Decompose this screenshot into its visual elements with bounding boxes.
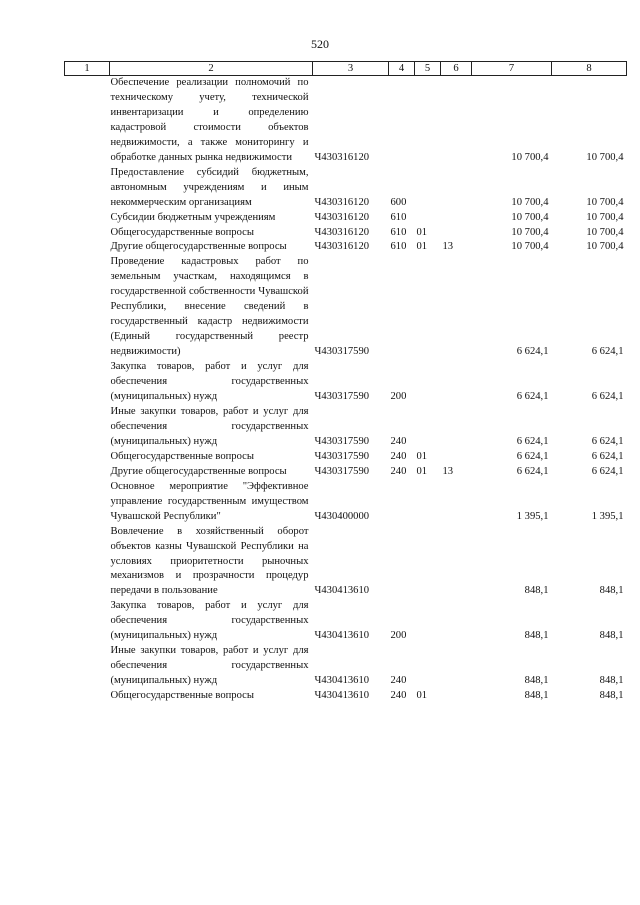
- column-header: 2: [110, 62, 313, 76]
- row-code: Ч430400000: [314, 510, 370, 522]
- row-pr: [441, 76, 472, 166]
- column-header: 3: [313, 62, 389, 76]
- row-sum-1: 848,1: [524, 675, 549, 687]
- row-blank-cell: [65, 644, 110, 689]
- row-vr: [389, 76, 415, 166]
- row-sum-1: 6 624,1: [516, 465, 549, 477]
- row-code: Ч430413610: [314, 675, 370, 687]
- row-name: Субсидии бюджетным учреждениям: [110, 211, 276, 223]
- row-code: Ч430316120: [314, 241, 370, 253]
- row-vr: 240: [390, 690, 407, 702]
- row-sum-2: 848,1: [599, 675, 624, 687]
- row-blank-cell: [65, 450, 110, 465]
- row-rz: [415, 525, 441, 600]
- table-row: [65, 480, 627, 525]
- row-code: Ч430317590: [314, 346, 370, 358]
- row-sum-1: 10 700,4: [511, 211, 549, 223]
- row-vr: 240: [390, 450, 407, 462]
- row-sum-1: 10 700,4: [511, 151, 549, 163]
- table-row: [65, 644, 627, 689]
- row-rz: [415, 405, 441, 450]
- column-header: 5: [415, 62, 441, 76]
- table-body: [65, 76, 627, 705]
- row-code: Ч430317590: [314, 391, 370, 403]
- row-pr: [441, 450, 472, 465]
- row-rz: [415, 76, 441, 166]
- row-sum-1: 6 624,1: [516, 391, 549, 403]
- row-code: Ч430316120: [314, 211, 370, 223]
- row-rz: [415, 360, 441, 405]
- table-row: [65, 525, 627, 600]
- row-vr: 610: [390, 211, 407, 223]
- row-vr: 610: [390, 226, 407, 238]
- row-sum-1: 6 624,1: [516, 435, 549, 447]
- row-pr: [441, 644, 472, 689]
- row-blank-cell: [65, 76, 110, 166]
- row-vr: 240: [390, 435, 407, 447]
- row-pr: 13: [442, 465, 454, 477]
- row-blank-cell: [65, 599, 110, 644]
- row-name: Закупка товаров, работ и услуг для обеспечения государственных (муниципальных) нужд: [110, 361, 309, 403]
- row-rz: 01: [416, 226, 428, 238]
- row-rz: [415, 644, 441, 689]
- row-sum-1: 848,1: [524, 690, 549, 702]
- row-pr: 13: [442, 241, 454, 253]
- table-row: [65, 211, 627, 226]
- row-rz: 01: [416, 465, 428, 477]
- row-sum-2: 10 700,4: [586, 196, 624, 208]
- row-sum-1: 10 700,4: [511, 226, 549, 238]
- row-blank-cell: [65, 360, 110, 405]
- row-pr: [441, 599, 472, 644]
- table-row: [65, 450, 627, 465]
- row-rz: 01: [416, 241, 428, 253]
- row-sum-1: 6 624,1: [516, 346, 549, 358]
- budget-table: [64, 61, 627, 704]
- row-code: Ч430413610: [314, 630, 370, 642]
- row-sum-1: 848,1: [524, 630, 549, 642]
- row-sum-2: 10 700,4: [586, 241, 624, 253]
- row-name: Предоставление субсидий бюджетным, автономным учреждениям и иным некоммерческим организациям: [110, 166, 309, 208]
- row-rz: 01: [416, 690, 428, 702]
- row-vr: 610: [390, 241, 407, 253]
- row-sum-2: 10 700,4: [586, 151, 624, 163]
- row-vr: 200: [390, 391, 407, 403]
- row-pr: [441, 360, 472, 405]
- row-name: Другие общегосударственные вопросы: [110, 465, 287, 477]
- row-vr: [389, 480, 415, 525]
- row-code: Ч430317590: [314, 450, 370, 462]
- row-sum-1: 1 395,1: [516, 510, 549, 522]
- row-vr: 240: [390, 465, 407, 477]
- row-pr: [441, 211, 472, 226]
- row-name: Иные закупки товаров, работ и услуг для обеспечения государственных (муниципальных) нужд: [110, 405, 309, 447]
- row-name: Закупка товаров, работ и услуг для обеспечения государственных (муниципальных) нужд: [110, 600, 309, 642]
- row-sum-2: 10 700,4: [586, 211, 624, 223]
- row-name: Общегосударственные вопросы: [110, 690, 254, 702]
- row-pr: [441, 166, 472, 211]
- row-sum-1: 10 700,4: [511, 196, 549, 208]
- row-blank-cell: [65, 405, 110, 450]
- row-name: Другие общегосударственные вопросы: [110, 241, 287, 253]
- row-code: Ч430317590: [314, 435, 370, 447]
- row-sum-2: 6 624,1: [591, 465, 624, 477]
- header-row: [65, 62, 627, 76]
- row-blank-cell: [65, 465, 110, 480]
- row-blank-cell: [65, 689, 110, 704]
- row-sum-2: 6 624,1: [591, 450, 624, 462]
- row-sum-2: 10 700,4: [586, 226, 624, 238]
- row-name: Основное мероприятие "Эффективное управление государственным имуществом Чувашской Республики": [110, 480, 309, 522]
- row-sum-2: 6 624,1: [591, 391, 624, 403]
- row-rz: [415, 255, 441, 360]
- row-pr: [441, 255, 472, 360]
- table-row: [65, 76, 627, 166]
- row-vr: 200: [390, 630, 407, 642]
- row-name: Обеспечение реализации полномочий по техническому учету, технической инвентаризации и определению кадастровой стоимости объектов недвижимости, а также мониторингу и обработке данных рынка недвижимости: [110, 77, 309, 163]
- table-row: [65, 255, 627, 360]
- row-pr: [441, 480, 472, 525]
- row-code: Ч430413610: [314, 585, 370, 597]
- table-row: [65, 166, 627, 211]
- row-sum-1: 10 700,4: [511, 241, 549, 253]
- row-blank-cell: [65, 226, 110, 241]
- table-row: [65, 240, 627, 255]
- row-sum-2: 1 395,1: [591, 510, 624, 522]
- page-number: 520: [311, 37, 329, 51]
- row-sum-2: 6 624,1: [591, 346, 624, 358]
- row-rz: [415, 211, 441, 226]
- row-blank-cell: [65, 166, 110, 211]
- table-row: [65, 689, 627, 704]
- table-row: [65, 465, 627, 480]
- row-name: Иные закупки товаров, работ и услуг для обеспечения государственных (муниципальных) нужд: [110, 645, 309, 687]
- column-header: 8: [552, 62, 627, 76]
- row-vr: [389, 255, 415, 360]
- row-pr: [441, 226, 472, 241]
- row-blank-cell: [65, 480, 110, 525]
- row-blank-cell: [65, 525, 110, 600]
- row-sum-2: 848,1: [599, 690, 624, 702]
- column-header: 4: [389, 62, 415, 76]
- row-vr: 600: [390, 196, 407, 208]
- row-sum-1: 6 624,1: [516, 450, 549, 462]
- table-row: [65, 226, 627, 241]
- row-code: Ч430413610: [314, 690, 370, 702]
- row-code: Ч430316120: [314, 226, 370, 238]
- column-header: 7: [472, 62, 552, 76]
- row-code: Ч430316120: [314, 151, 370, 163]
- table-row: [65, 360, 627, 405]
- row-rz: [415, 166, 441, 211]
- row-pr: [441, 525, 472, 600]
- row-rz: 01: [416, 450, 428, 462]
- row-pr: [441, 689, 472, 704]
- row-sum-2: 6 624,1: [591, 435, 624, 447]
- column-header: 1: [65, 62, 110, 76]
- table-row: [65, 599, 627, 644]
- row-name: Проведение кадастровых работ по земельным участкам, находящимся в государственной собственности Чувашской Республики, внесение сведений в государственный кадастр недвижимости (Единый государственный реестр недвижимости): [110, 256, 309, 358]
- column-header: 6: [441, 62, 472, 76]
- row-blank-cell: [65, 211, 110, 226]
- row-sum-1: 848,1: [524, 585, 549, 597]
- row-code: Ч430317590: [314, 465, 370, 477]
- row-rz: [415, 480, 441, 525]
- row-blank-cell: [65, 240, 110, 255]
- row-sum-2: 848,1: [599, 630, 624, 642]
- row-rz: [415, 599, 441, 644]
- row-name: Общегосударственные вопросы: [110, 226, 254, 238]
- row-sum-2: 848,1: [599, 585, 624, 597]
- row-blank-cell: [65, 255, 110, 360]
- row-vr: 240: [390, 675, 407, 687]
- row-name: Вовлечение в хозяйственный оборот объектов казны Чувашской Республики на условиях приоритетности рыночных механизмов и прозрачности процедур передачи в пользование: [110, 525, 309, 597]
- table-row: [65, 405, 627, 450]
- row-name: Общегосударственные вопросы: [110, 450, 254, 462]
- row-vr: [389, 525, 415, 600]
- row-code: Ч430316120: [314, 196, 370, 208]
- row-pr: [441, 405, 472, 450]
